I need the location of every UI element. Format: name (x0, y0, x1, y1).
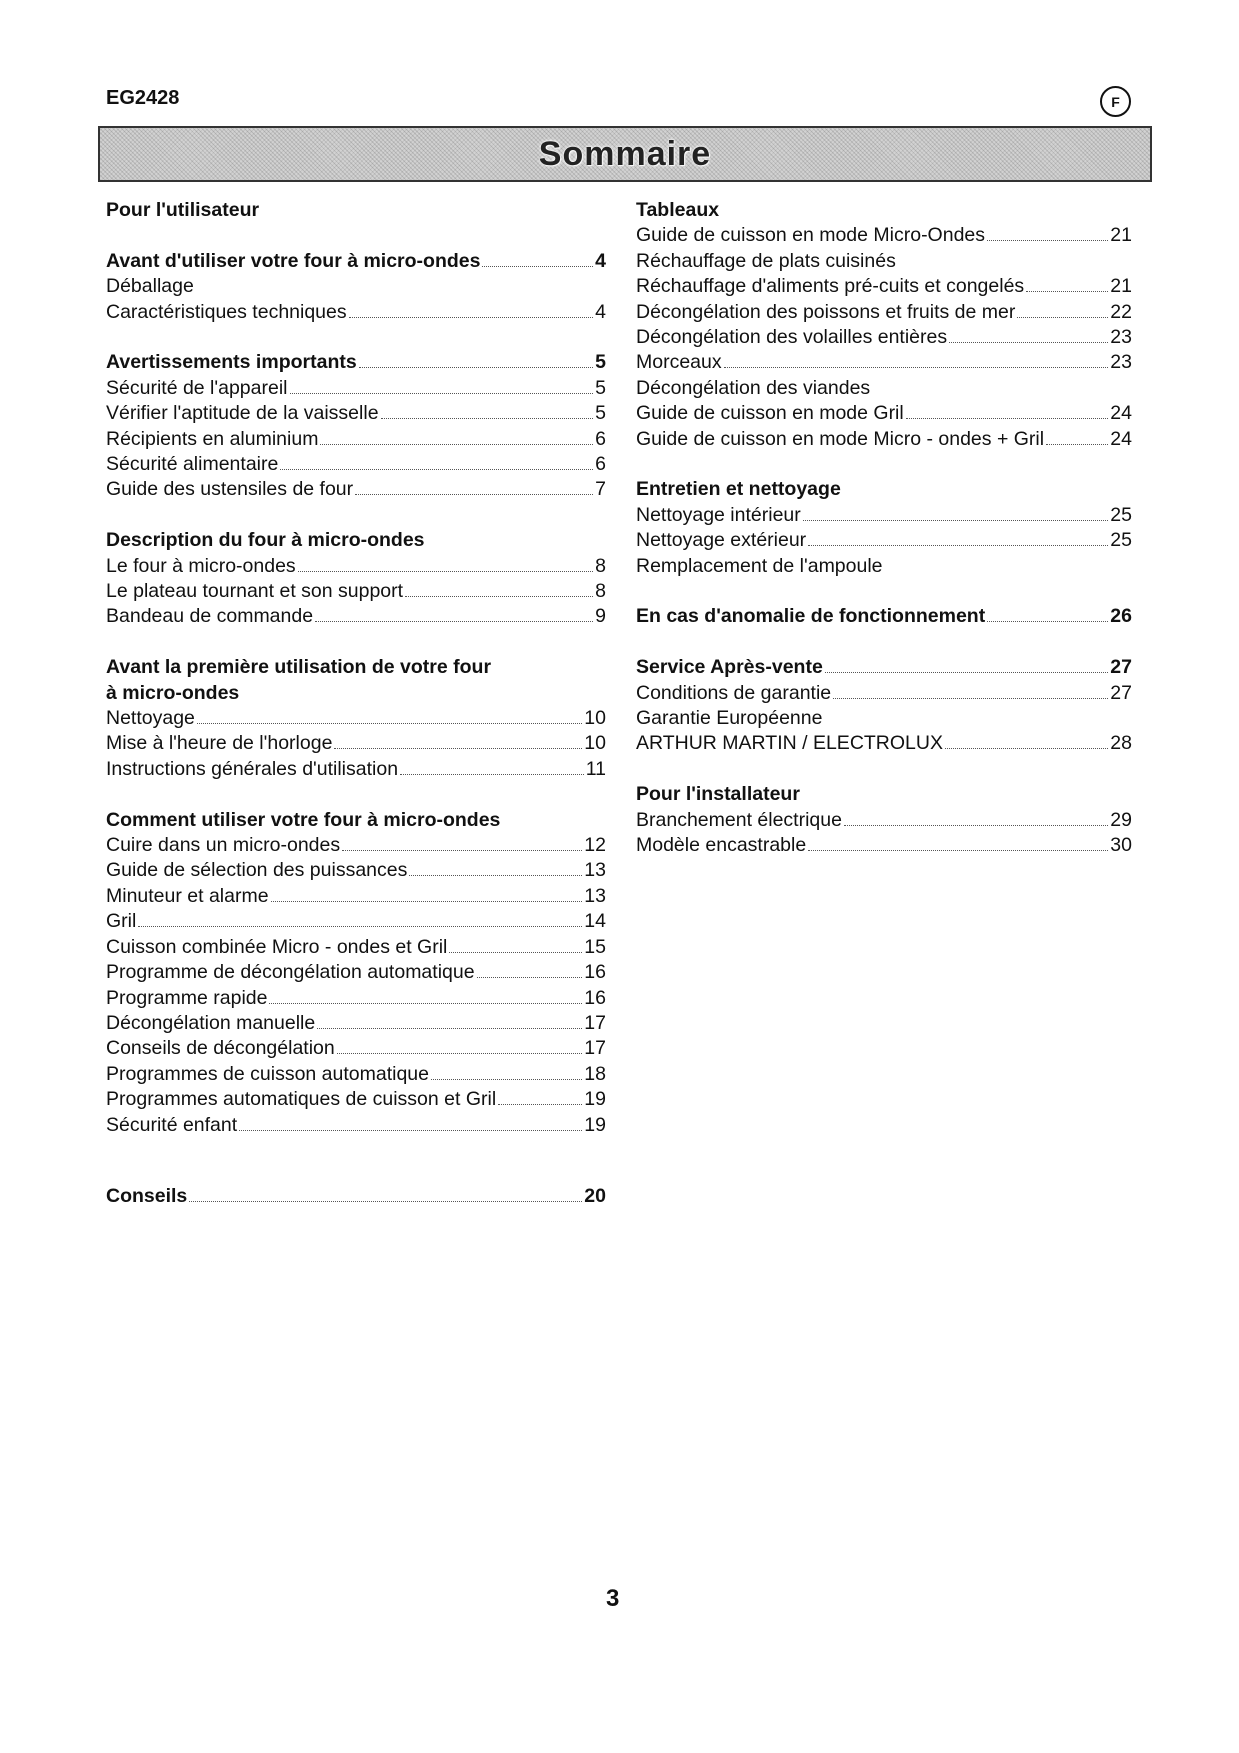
leader-dots (949, 342, 1108, 343)
toc-entry[interactable] (636, 833, 1132, 858)
leader-dots (317, 1028, 582, 1029)
toc-section (636, 604, 1132, 629)
page-number: 3 (606, 1585, 620, 1612)
toc-entry-page: 9 (595, 605, 606, 628)
leader-dots (349, 317, 594, 318)
leader-dots (724, 367, 1109, 368)
toc-entry[interactable] (636, 274, 1132, 299)
toc-entry-page: 30 (1110, 834, 1132, 857)
toc-entry-page: 8 (595, 554, 606, 577)
leader-dots (381, 418, 594, 419)
toc-entry-label: à micro-ondes (106, 681, 240, 704)
leader-dots (482, 266, 593, 267)
leader-dots (945, 748, 1108, 749)
toc-section-heading[interactable] (106, 350, 606, 375)
toc-entry-label: Remplacement de l'ampoule (636, 554, 883, 577)
toc-entry-label: Décongélation des volailles entières (636, 326, 948, 349)
toc-entry-page: 25 (1110, 503, 1132, 526)
toc-entry[interactable] (636, 223, 1132, 248)
toc-entry-label: Programme rapide (106, 986, 268, 1009)
toc-entry-page: 25 (1110, 529, 1132, 552)
toc-entry-label: Nettoyage extérieur (636, 529, 807, 552)
toc-entry[interactable] (106, 1062, 606, 1087)
toc-entry-label: Récipients en aluminium (106, 427, 319, 450)
toc-entry-page: 15 (584, 935, 606, 958)
toc-entry-page: 4 (595, 249, 606, 272)
toc-entry-label: Bandeau de commande (106, 605, 314, 628)
toc-entry-page: 4 (595, 300, 606, 323)
toc-entry-label: Avertissements importants (106, 351, 357, 374)
toc-entry[interactable] (106, 376, 606, 401)
toc-entry-label: Sécurité alimentaire (106, 453, 279, 476)
toc-entry[interactable] (106, 858, 606, 883)
toc-entry-page: 16 (584, 986, 606, 1009)
leader-dots (290, 393, 594, 394)
leader-dots (906, 418, 1109, 419)
leader-dots (833, 698, 1108, 699)
toc-entry[interactable] (636, 427, 1132, 452)
toc-section-heading[interactable] (106, 808, 606, 833)
title-banner (98, 126, 1152, 182)
toc-section-heading[interactable] (636, 477, 1132, 502)
leader-dots (342, 850, 582, 851)
toc-entry-label: Tableaux (636, 199, 720, 221)
toc-section (106, 808, 606, 1138)
toc-section-heading[interactable] (636, 782, 1132, 807)
leader-dots (409, 875, 582, 876)
toc-entry-label: Garantie Européenne (636, 707, 823, 730)
leader-dots (320, 444, 593, 445)
toc-entry-page: 13 (584, 884, 606, 907)
toc-entry-page: 18 (584, 1062, 606, 1085)
leader-dots (1017, 317, 1108, 318)
toc-entry-label: Pour l'installateur (636, 783, 800, 806)
toc-entry-page: 17 (584, 1011, 606, 1034)
toc-entry[interactable] (106, 579, 606, 604)
toc-entry-label: Vérifier l'aptitude de la vaisselle (106, 402, 379, 425)
toc-right-column (636, 198, 1132, 859)
toc-section-heading[interactable] (106, 249, 606, 274)
toc-section (636, 782, 1132, 858)
toc-section (636, 477, 1132, 579)
toc-section-heading[interactable] (106, 528, 606, 553)
toc-entry[interactable] (106, 884, 606, 909)
toc-entry-label: Caractéristiques techniques (106, 300, 347, 323)
toc-entry[interactable] (106, 427, 606, 452)
toc-entry-label: Entretien et nettoyage (636, 478, 841, 501)
toc-entry[interactable] (106, 757, 606, 782)
leader-dots (280, 469, 593, 470)
toc-entry-label: Nettoyage (106, 707, 195, 730)
toc-entry-page: 23 (1110, 326, 1132, 349)
toc-entry[interactable] (106, 833, 606, 858)
toc-entry[interactable] (636, 808, 1132, 833)
toc-entry-label: Minuteur et alarme (106, 884, 269, 907)
toc-entry[interactable] (106, 604, 606, 629)
toc-entry-label: ARTHUR MARTIN / ELECTROLUX (636, 732, 943, 755)
toc-entry-page: 22 (1110, 300, 1132, 323)
toc-left-heading: Pour l'utilisateur (106, 199, 260, 221)
toc-entry[interactable] (106, 1011, 606, 1036)
toc-entry-label: Déballage (106, 275, 194, 298)
leader-dots (189, 1201, 582, 1202)
leader-dots (405, 596, 593, 597)
toc-entry-label: Décongélation des viandes (636, 376, 871, 399)
leader-dots (359, 367, 593, 368)
toc-entry-page: 6 (595, 427, 606, 450)
leader-dots (271, 901, 583, 902)
toc-entry-label: Gril (106, 910, 137, 933)
toc-entry[interactable] (106, 1036, 606, 1061)
toc-entry-label: Instructions générales d'utilisation (106, 757, 399, 780)
toc-entry-label: Service Après-vente (636, 656, 823, 679)
toc-entry-label: Guide de sélection des puissances (106, 859, 408, 882)
toc-entry[interactable] (106, 477, 606, 502)
toc-section-heading[interactable] (636, 604, 1132, 629)
toc-entry-label: Nettoyage intérieur (636, 503, 801, 526)
toc-entry-page: 8 (595, 580, 606, 603)
leader-dots (498, 1104, 582, 1105)
toc-entry-page: 28 (1110, 732, 1132, 755)
toc-section-heading[interactable] (636, 198, 1132, 223)
toc-entry-page: 24 (1110, 402, 1132, 425)
toc-entry-page: 13 (584, 859, 606, 882)
toc-conseils (106, 1184, 606, 1209)
leader-dots (334, 748, 582, 749)
toc-section (636, 655, 1132, 757)
toc-entry-label: Avant d'utiliser votre four à micro-ondes (106, 249, 481, 272)
toc-entry-label: Guide de cuisson en mode Micro - ondes + Gril (636, 427, 1045, 450)
toc-entry-page: 12 (584, 834, 606, 857)
toc-entry-label: Programme de décongélation automatique (106, 961, 475, 984)
toc-entry-page: 26 (1110, 605, 1132, 628)
leader-dots (987, 240, 1108, 241)
toc-section-heading[interactable] (636, 655, 1132, 680)
toc-entry[interactable] (636, 554, 1132, 579)
toc-section-heading[interactable] (106, 655, 606, 680)
toc-entry[interactable] (106, 1113, 606, 1138)
leader-dots (1026, 291, 1108, 292)
toc-entry-label: Programmes automatiques de cuisson et Gril (106, 1088, 497, 1111)
toc-entry[interactable] (106, 452, 606, 477)
leader-dots (239, 1130, 582, 1131)
toc-entry-page: 16 (584, 961, 606, 984)
toc-entry-label: Cuisson combinée Micro - ondes et Gril (106, 935, 448, 958)
toc-entry-label: Programmes de cuisson automatique (106, 1062, 429, 1085)
toc-entry-page: 19 (584, 1088, 606, 1111)
leader-dots (844, 825, 1108, 826)
leader-dots (298, 571, 593, 572)
leader-dots (400, 774, 584, 775)
toc-entry[interactable] (106, 706, 606, 731)
toc-entry-page: 24 (1110, 427, 1132, 450)
toc-entry-page: 20 (584, 1185, 606, 1207)
toc-entry-page: 21 (1110, 275, 1132, 298)
toc-entry-page: 27 (1110, 681, 1132, 704)
toc-entry-label: Décongélation des poissons et fruits de mer (636, 300, 1016, 323)
toc-entry-label: Le four à micro-ondes (106, 554, 296, 577)
toc-entry[interactable] (636, 503, 1132, 528)
toc-section-heading[interactable] (106, 1184, 606, 1209)
toc-entry-page: 27 (1110, 656, 1132, 679)
toc-entry-page: 11 (585, 757, 606, 780)
toc-entry-page: 14 (584, 910, 606, 933)
toc-entry-label: Guide de cuisson en mode Micro-Ondes (636, 224, 986, 247)
leader-dots (449, 952, 582, 953)
toc-entry[interactable] (636, 528, 1132, 553)
toc-entry[interactable] (106, 401, 606, 426)
leader-dots (825, 672, 1109, 673)
toc-entry-page: 21 (1110, 224, 1132, 247)
leader-dots (355, 494, 593, 495)
toc-entry-page: 19 (584, 1113, 606, 1136)
leader-dots (197, 723, 582, 724)
toc-entry[interactable] (636, 401, 1132, 426)
toc-entry-label: Description du four à micro-ondes (106, 529, 425, 552)
toc-entry[interactable] (636, 706, 1132, 731)
model-number: EG2428 (106, 87, 180, 109)
toc-entry-page: 10 (584, 732, 606, 755)
toc-entry[interactable] (636, 325, 1132, 350)
toc-entry[interactable] (636, 731, 1132, 756)
leader-dots (138, 926, 582, 927)
toc-entry-page: 17 (584, 1037, 606, 1060)
toc-entry[interactable] (106, 300, 606, 325)
toc-section-heading[interactable] (106, 681, 606, 706)
toc-entry-page: 10 (584, 707, 606, 730)
leader-dots (477, 977, 583, 978)
page-title: Sommaire (538, 134, 712, 173)
toc-entry[interactable] (106, 731, 606, 756)
language-badge: F (1100, 86, 1131, 117)
toc-entry-label: Décongélation manuelle (106, 1011, 316, 1034)
toc-entry-label: Guide de cuisson en mode Gril (636, 402, 904, 425)
toc-section (106, 528, 606, 630)
toc-section (106, 249, 606, 325)
toc-entry-label: Branchement électrique (636, 808, 842, 831)
toc-entry[interactable] (106, 909, 606, 934)
leader-dots (803, 520, 1109, 521)
leader-dots (987, 621, 1108, 622)
toc-entry-label: Réchauffage de plats cuisinés (636, 249, 896, 272)
toc-entry[interactable] (106, 986, 606, 1011)
toc-left-column (106, 198, 606, 1138)
toc-entry[interactable] (636, 300, 1132, 325)
toc-entry-label: Morceaux (636, 351, 722, 374)
leader-dots (808, 545, 1108, 546)
toc-entry-page: 5 (595, 402, 606, 425)
toc-entry-label: Réchauffage d'aliments pré-cuits et congelés (636, 275, 1025, 298)
toc-entry[interactable] (636, 681, 1132, 706)
toc-entry-label: Mise à l'heure de l'horloge (106, 732, 333, 755)
toc-entry-label: Le plateau tournant et son support (106, 580, 404, 603)
toc-entry-page: 23 (1110, 351, 1132, 374)
leader-dots (337, 1053, 583, 1054)
leader-dots (431, 1079, 582, 1080)
leader-dots (269, 1003, 582, 1004)
leader-dots (1046, 444, 1108, 445)
toc-entry[interactable] (106, 1087, 606, 1112)
toc-entry[interactable] (636, 350, 1132, 375)
toc-entry[interactable] (106, 274, 606, 299)
toc-entry-label: Guide des ustensiles de four (106, 478, 354, 501)
toc-entry-page: 5 (595, 351, 606, 374)
toc-entry-label: En cas d'anomalie de fonctionnement (636, 605, 986, 628)
toc-entry-page: 29 (1110, 808, 1132, 831)
toc-entry-label: Avant la première utilisation de votre four (106, 656, 492, 679)
toc-entry[interactable] (636, 376, 1132, 401)
toc-entry-label: Cuire dans un micro-ondes (106, 834, 341, 857)
toc-entry-label: Conditions de garantie (636, 681, 832, 704)
toc-entry-label: Sécurité enfant (106, 1113, 238, 1136)
toc-entry-label: Conseils (106, 1185, 188, 1207)
toc-entry-page: 7 (595, 478, 606, 501)
toc-entry[interactable] (106, 554, 606, 579)
toc-section (106, 655, 606, 782)
toc-entry-label: Sécurité de l'appareil (106, 376, 288, 399)
toc-entry[interactable] (106, 960, 606, 985)
toc-entry[interactable] (106, 935, 606, 960)
leader-dots (808, 850, 1108, 851)
toc-entry-page: 5 (595, 376, 606, 399)
toc-entry-label: Comment utiliser votre four à micro-ondes (106, 808, 501, 831)
leader-dots (315, 621, 593, 622)
toc-entry-page: 6 (595, 453, 606, 476)
toc-entry-label: Conseils de décongélation (106, 1037, 335, 1060)
toc-section (106, 350, 606, 502)
toc-section (636, 198, 1132, 452)
toc-entry[interactable] (636, 249, 1132, 274)
toc-entry-label: Modèle encastrable (636, 834, 807, 857)
